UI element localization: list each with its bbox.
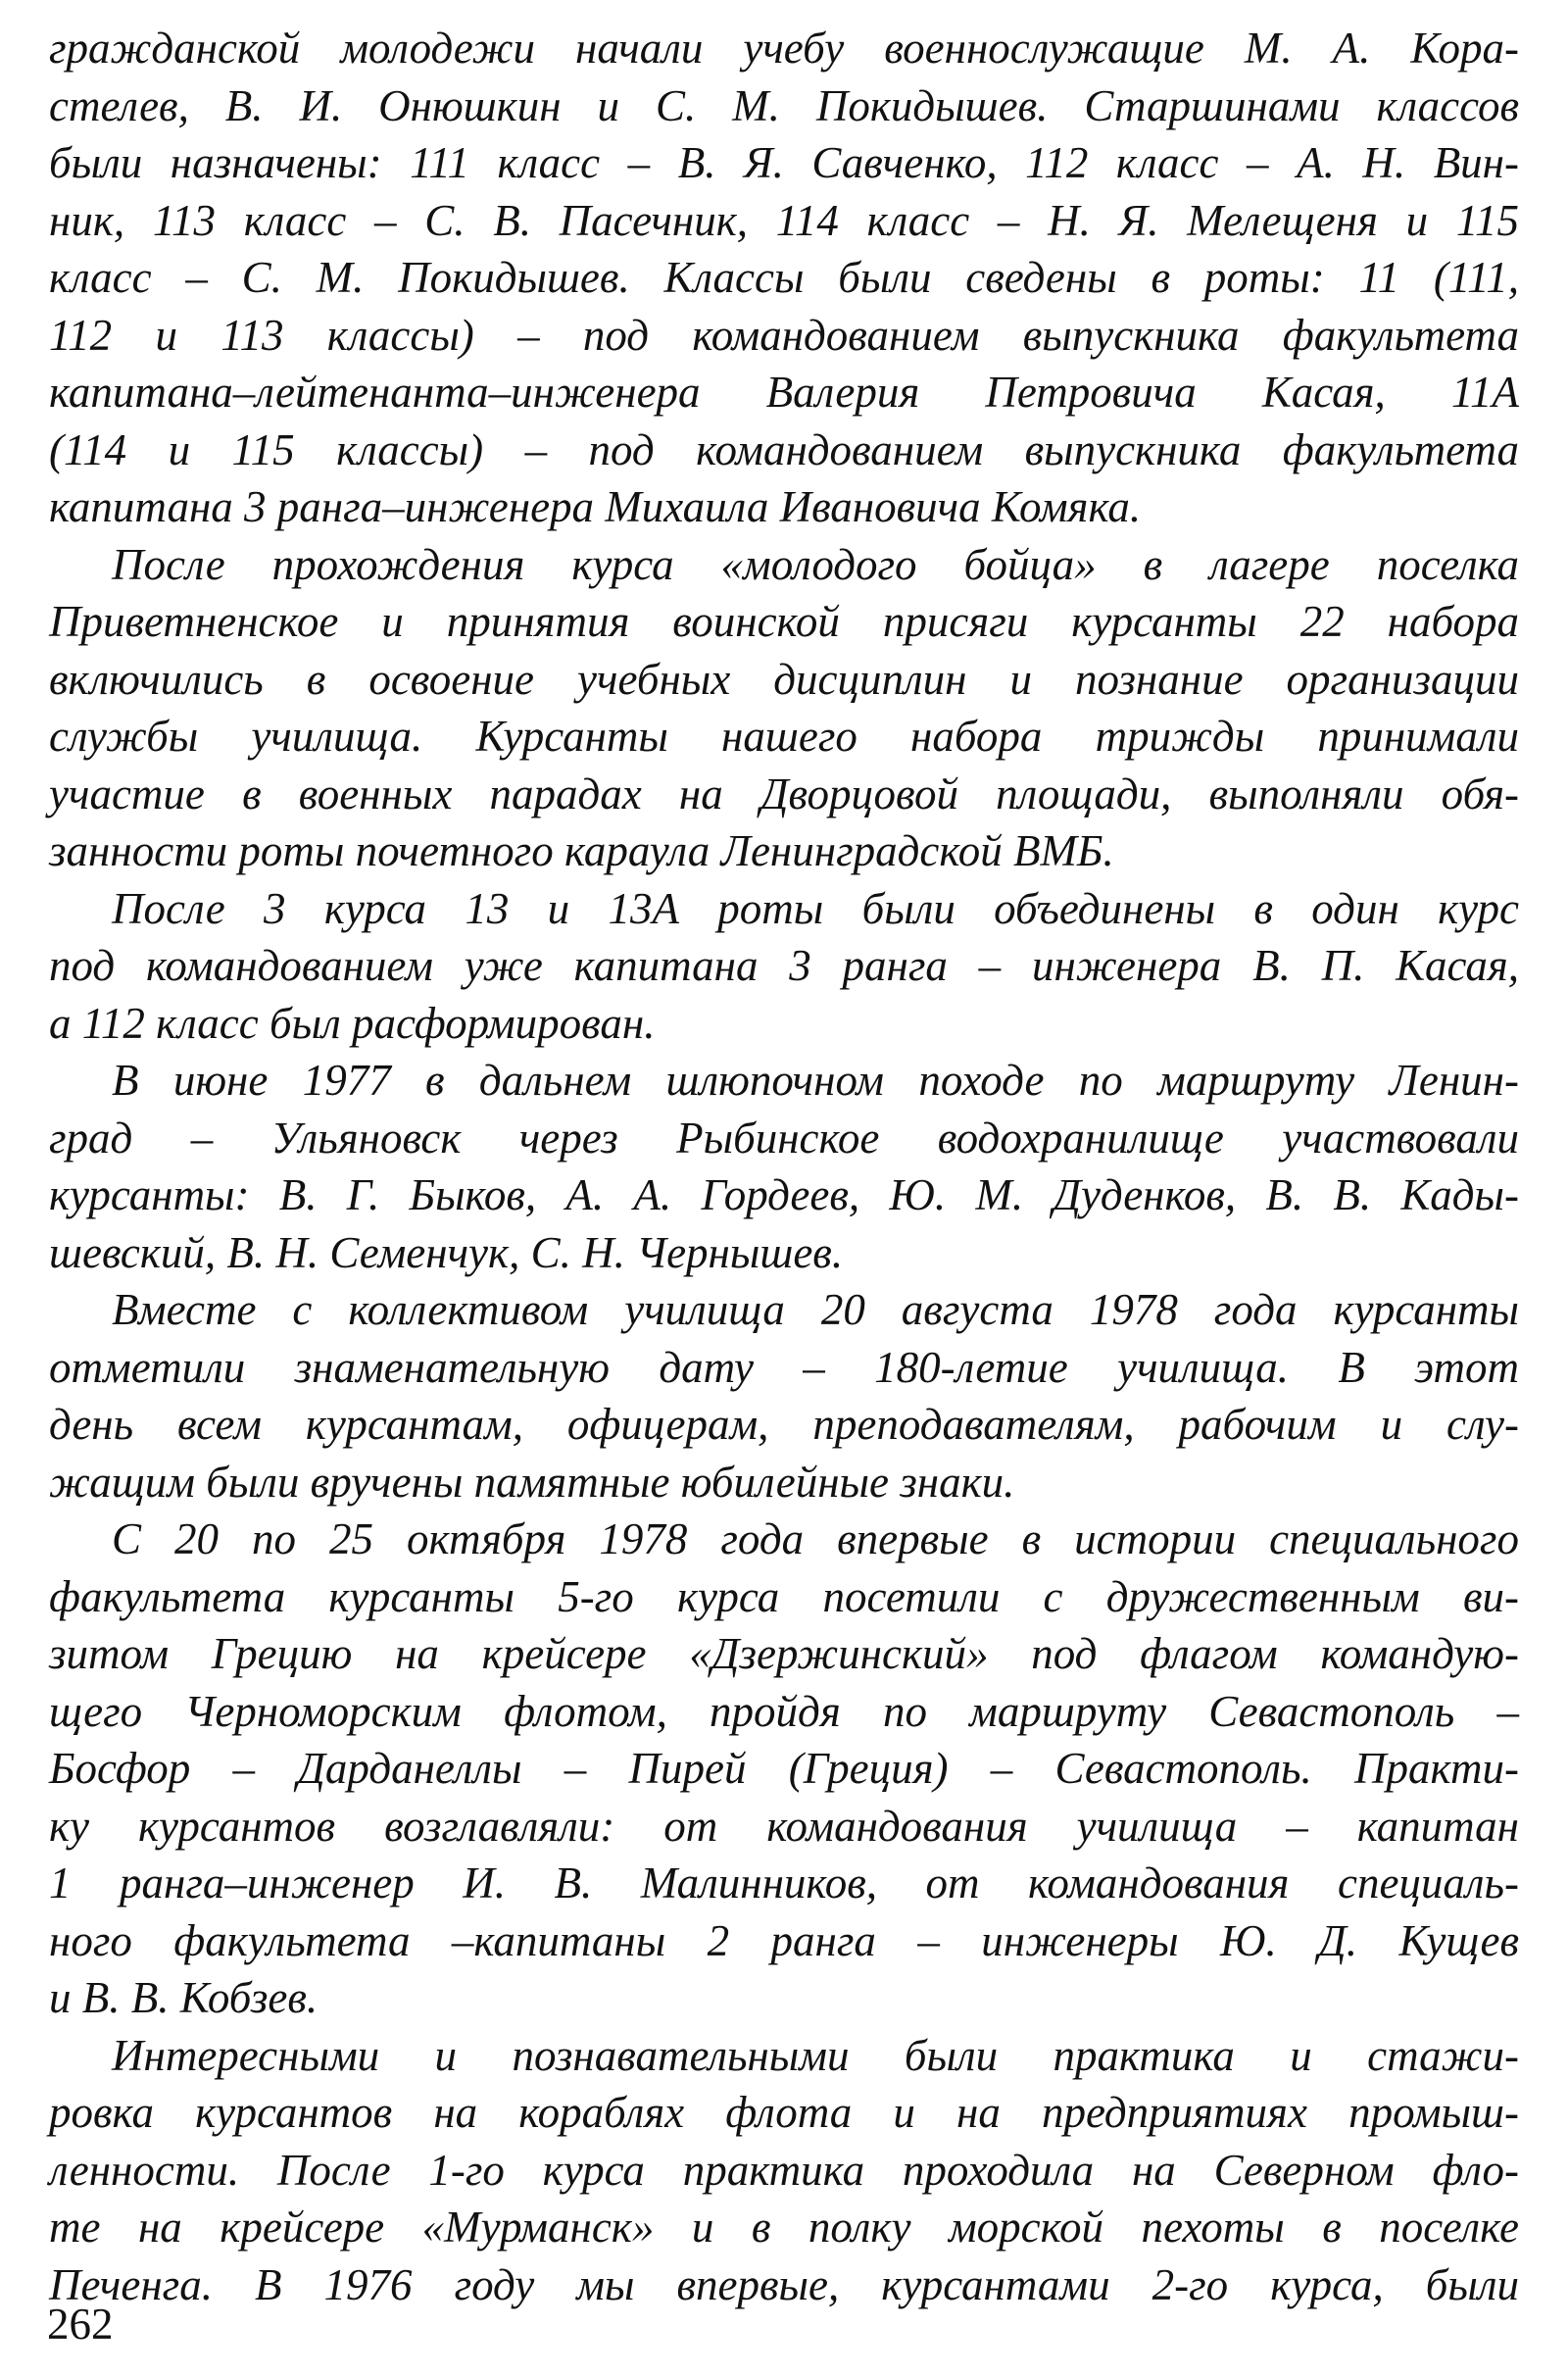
text-line: и В. В. Кобзев. (49, 1973, 318, 2022)
text-line: В июне 1977 в дальнем шлюпочном походе по маршруту Ленин- (112, 1056, 1519, 1105)
paragraph (49, 20, 1519, 536)
text-line: занности роты почетного караула Ленинградской ВМБ. (49, 826, 1114, 875)
text-line: шевский, В. Н. Семенчук, С. Н. Чернышев. (49, 1227, 844, 1277)
paragraph (49, 1052, 1519, 1281)
paragraph (49, 2027, 1519, 2314)
text-line: (114 и 115 классы) – под командованием выпускника факультета (49, 424, 1519, 474)
text-line: стелев, В. И. Онюшкин и С. М. Покидышев. Старшинами классов (49, 80, 1519, 130)
page-number: 262 (47, 2300, 114, 2349)
text-line: отметили знаменательную дату – 180-летие училища. В этот (49, 1342, 1519, 1392)
paragraph (49, 1510, 1519, 2027)
text-line: гражданской молодежи начали учебу военнослужащие М. А. Кора- (49, 24, 1519, 73)
text-line: службы училища. Курсанты нашего набора трижды принимали (49, 712, 1519, 761)
paragraph (49, 1281, 1519, 1510)
text-line: зитом Грецию на крейсере «Дзержинский» под флагом командую- (49, 1629, 1519, 1678)
text-line: капитана–лейтенанта–инженера Валерия Петровича Касая, 11А (49, 368, 1519, 417)
paragraph (49, 880, 1519, 1053)
text-line: под командованием уже капитана 3 ранга – инженера В. П. Касая, (49, 941, 1519, 990)
page-body (49, 20, 1519, 2313)
text-line: были назначены: 111 класс – В. Я. Савченко, 112 класс – А. Н. Вин- (49, 138, 1519, 187)
text-line: Вместе с коллективом училища 20 августа 1978 года курсанты (112, 1285, 1519, 1334)
text-line: капитана 3 ранга–инженера Михаила Ивановича Комяка. (49, 482, 1142, 531)
text-line: ку курсантов возглавляли: от командования училища – капитан (49, 1801, 1519, 1851)
text-line: день всем курсантам, офицерам, преподавателям, рабочим и слу- (49, 1400, 1519, 1449)
text-line: участие в военных парадах на Дворцовой площади, выполняли обя- (49, 768, 1519, 818)
text-line: Босфор – Дарданеллы – Пирей (Греция) – Севастополь. Практи- (49, 1744, 1519, 1793)
text-line: жащим были вручены памятные юбилейные знаки. (49, 1457, 1015, 1507)
text-line: С 20 по 25 октября 1978 года впервые в истории специального (112, 1514, 1519, 1563)
text-line: а 112 класс был расформирован. (49, 998, 656, 1048)
paragraph (49, 536, 1519, 880)
text-line: ного факультета –капитаны 2 ранга – инженеры Ю. Д. Кущев (49, 1915, 1519, 1965)
text-line: Приветненское и принятия воинской присяги курсанты 22 набора (49, 597, 1519, 646)
text-line: После прохождения курса «молодого бойца» в лагере поселка (112, 539, 1519, 589)
text-line: факультета курсанты 5-го курса посетили с дружественным ви- (49, 1571, 1519, 1621)
text-line: те на крейсере «Мурманск» и в полку морской пехоты в поселке (49, 2203, 1519, 2252)
text-line: класс – С. М. Покидышев. Классы были сведены в роты: 11 (111, (49, 253, 1519, 302)
text-line: включились в освоение учебных дисциплин и познание организации (49, 654, 1519, 704)
text-line: Интересными и познавательными были практика и стажи- (112, 2030, 1519, 2080)
text-line: ровка курсантов на кораблях флота и на предприятиях промыш- (49, 2088, 1519, 2137)
text-line: После 3 курса 13 и 13А роты были объединены в один курс (112, 883, 1519, 933)
text-line: 1 ранга–инженер И. В. Малинников, от командования специаль- (49, 1858, 1519, 1907)
text-line: Печенга. В 1976 году мы впервые, курсантами 2-го курса, были (49, 2259, 1519, 2309)
text-line: 112 и 113 классы) – под командованием выпускника факультета (49, 310, 1519, 360)
text-line: щего Черноморским флотом, пройдя по маршруту Севастополь – (49, 1686, 1519, 1736)
text-line: курсанты: В. Г. Быков, А. А. Гордеев, Ю. М. Дуденков, В. В. Кады- (49, 1170, 1519, 1219)
text-line: ник, 113 класс – С. В. Пасечник, 114 класс – Н. Я. Мелещеня и 115 (49, 195, 1519, 245)
text-line: ленности. После 1-го курса практика проходила на Северном фло- (49, 2145, 1519, 2195)
text-line: град – Ульяновск через Рыбинское водохранилище участвовали (49, 1113, 1519, 1163)
